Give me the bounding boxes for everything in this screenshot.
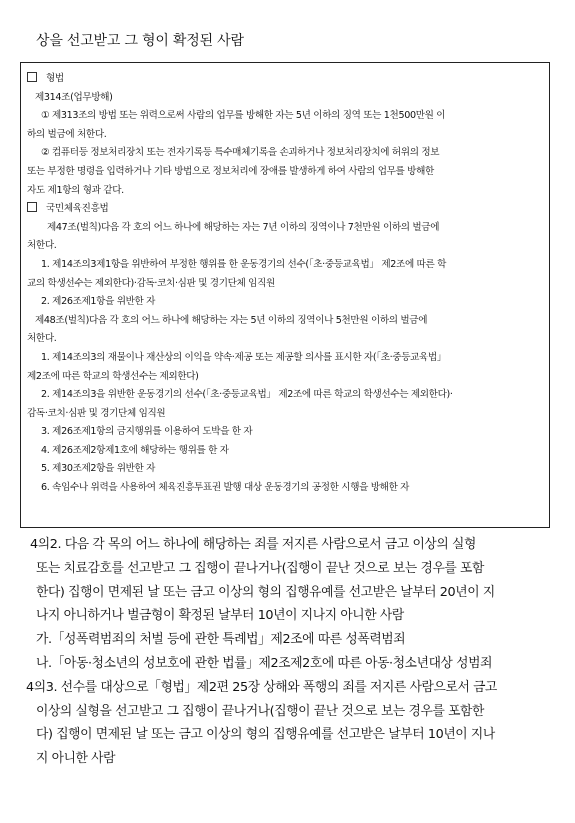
article-48-item3: 3. 제26조제1항의 금지행위를 이용하여 도박을 한 자 bbox=[41, 426, 253, 438]
clause-4-3-line2: 이상의 실형을 선고받고 그 집행이 끝나거나(집행이 끝난 것으로 보는 경우를 포함한 bbox=[36, 703, 484, 719]
sports-act-label: 국민체육진흥법 bbox=[46, 203, 109, 215]
article-314-para2-line2: 또는 부정한 명령을 입력하거나 기타 방법으로 정보처리에 장애를 발생하게 하여 사람의 업무를 방해한 bbox=[27, 165, 434, 177]
clause-4-2-line4: 나지 아니하거나 벌금형이 확정된 날부터 10년이 지나지 아니한 사람 bbox=[36, 608, 404, 624]
clause-4-3-line4: 지 아니한 사람 bbox=[36, 751, 116, 767]
article-47-item1-line1: 1. 제14조의3제1항을 위반하여 부정한 행위를 한 운동경기의 선수(「초·중등교육법」 제2조에 따른 학 bbox=[41, 258, 447, 270]
article-48-item5: 5. 제30조제2항을 위반한 자 bbox=[41, 463, 156, 475]
checkbox-square-icon bbox=[27, 72, 37, 82]
article-48-item2-line2: 감독·코치·심판 및 경기단체 임직원 bbox=[27, 407, 166, 419]
article-48-item1-line1: 1. 제14조의3의 재물이나 재산상의 이익을 약속·제공 또는 제공할 의사를 표시한 자(「초·중등교육법」 bbox=[41, 351, 447, 363]
page-heading: 상을 선고받고 그 형이 확정된 사람 bbox=[36, 33, 244, 49]
article-48-line2: 처한다. bbox=[27, 333, 57, 345]
criminal-act-header bbox=[27, 70, 543, 89]
clause-4-3-line1: 4의3. 선수를 대상으로「형법」제2편 25장 상해와 폭행의 죄를 저지른 사람으로서 금고 bbox=[26, 679, 497, 695]
article-47-line1: 제47조(벌칙)다음 각 호의 어느 하나에 해당하는 자는 7년 이하의 징역이나 7천만원 이하의 벌금에 bbox=[47, 221, 440, 233]
article-48-item4: 4. 제26조제2항제1호에 해당하는 행위를 한 자 bbox=[41, 444, 229, 456]
clause-4-2-line3: 한다) 집행이 면제된 날 또는 금고 이상의 형의 집행유예를 선고받은 날부터 20년이 지 bbox=[36, 584, 495, 600]
article-47-item1-line2: 교의 학생선수는 제외한다)·감독·코치·심판 및 경기단체 임직원 bbox=[27, 277, 275, 289]
clause-4-2-line1: 4의2. 다음 각 목의 어느 하나에 해당하는 죄를 저지른 사람으로서 금고 이상의 실형 bbox=[30, 537, 476, 552]
article-47-line2: 처한다. bbox=[27, 240, 57, 252]
checkbox-square-icon bbox=[27, 202, 37, 212]
criminal-act-label: 형법 bbox=[46, 73, 64, 84]
law-excerpt-box bbox=[20, 62, 550, 528]
article-47-item2: 2. 제26조제1항을 위반한 자 bbox=[41, 296, 156, 308]
article-314-para1-line2: 하의 벌금에 처한다. bbox=[27, 128, 107, 140]
article-48-line1: 제48조(벌칙)다음 각 호의 어느 하나에 해당하는 자는 5년 이하의 징역이나 5천만원 이하의 벌금에 bbox=[35, 314, 428, 326]
article-48-item1-line2: 제2조에 따른 학교의 학생선수는 제외한다) bbox=[27, 370, 199, 382]
disqualification-clauses bbox=[26, 533, 560, 771]
sports-act-header bbox=[27, 200, 543, 219]
clause-4-3-line3: 다) 집행이 면제된 날 또는 금고 이상의 형의 집행유예를 선고받은 날부터 10년이 지나 bbox=[36, 727, 495, 743]
clause-4-2-line2: 또는 치료감호를 선고받고 그 집행이 끝나거나(집행이 끝난 것으로 보는 경우를 포함 bbox=[36, 560, 484, 576]
article-314-para2-line1: ② 컴퓨터등 정보처리장치 또는 전자기록등 특수매체기록을 손괴하거나 정보처리장치에 허위의 정보 bbox=[41, 147, 440, 159]
article-48-item6: 6. 속임수나 위력을 사용하여 체육진흥투표권 발행 대상 운동경기의 공정한 시행을 방해한 자 bbox=[41, 482, 410, 494]
article-314-title: 제314조(업무방해) bbox=[35, 91, 113, 103]
article-314-para2-line3: 자도 제1항의 형과 같다. bbox=[27, 184, 124, 196]
article-314-para1-line1: ① 제313조의 방법 또는 위력으로써 사람의 업무를 방해한 자는 5년 이하의 징역 또는 1천500만원 이 bbox=[41, 110, 446, 122]
clause-4-2-item-ga: 가.「성폭력범죄의 처벌 등에 관한 특례법」제2조에 따른 성폭력범죄 bbox=[36, 632, 406, 648]
clause-4-2-item-na: 나.「아동·청소년의 성보호에 관한 법률」제2조제2호에 따른 아동·청소년대상 성범죄 bbox=[36, 655, 493, 671]
article-48-item2-line1: 2. 제14조의3을 위반한 운동경기의 선수(「초·중등교육법」 제2조에 따른 학교의 학생선수는 제외한다)· bbox=[41, 389, 453, 401]
